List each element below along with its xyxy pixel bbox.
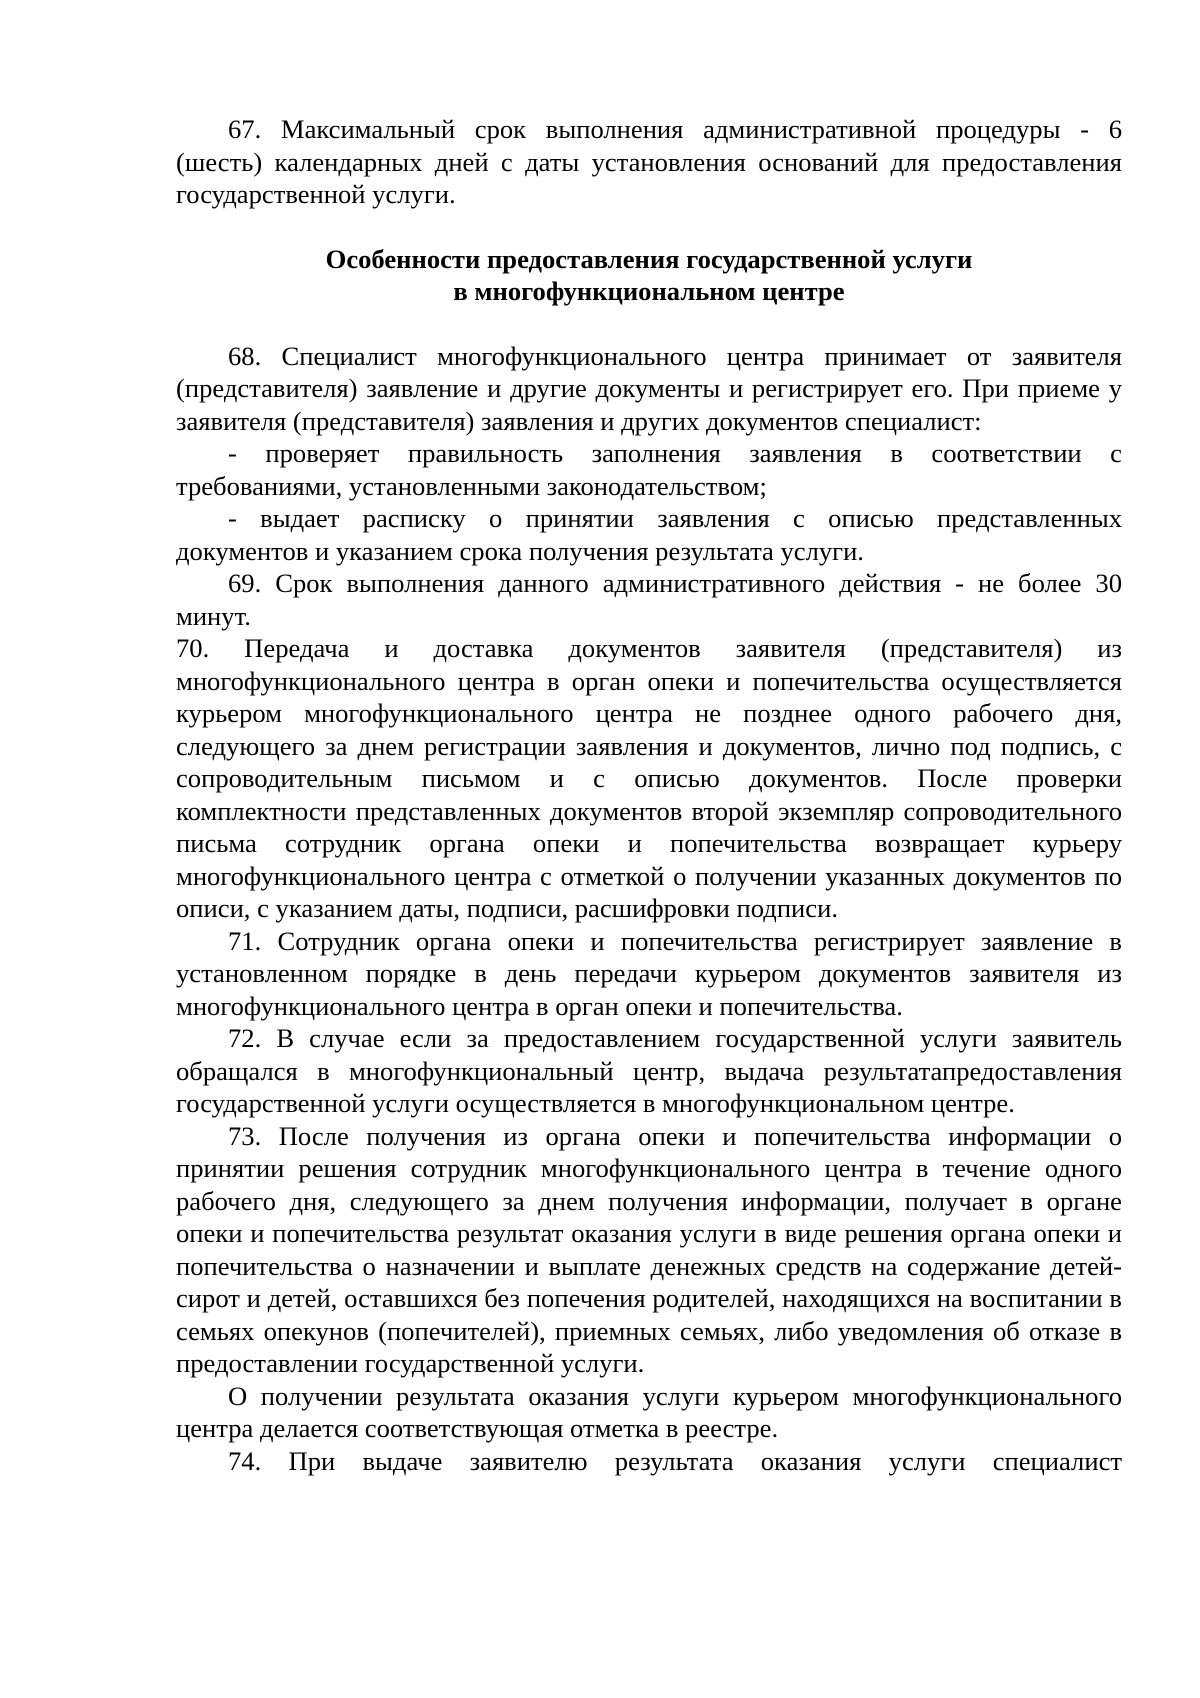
section-heading-line-1: Особенности предоставления государственной услуги [325,243,973,274]
paragraph-74: 74. При выдаче заявителю результата оказания услуги специалист [228,1445,1122,1476]
paragraph-68-item-1: - проверяет правильность заполнения заявления в соответствии с требованиями, установленными законодательством; [176,438,1122,501]
paragraph-73: 73. После получения из органа опеки и попечительства информации о принятии решения сотрудник многофункционального центра в течение одного рабочего дня, следующего за днем получения информации, получает в органе опеки и попечительства результат оказания услуги в виде решения органа опеки и попечительства о назначении и выплате денежных средств на содержание детей-сирот и детей, оставшихся без попечения родителей, находящихся на воспитании в семьях опекунов (попечителей), приемных семьях, либо уведомления об отказе в предоставлении государственной услуги. [176,1120,1122,1378]
paragraph-69: 69. Срок выполнения данного административного действия - не более 30 минут. [176,568,1122,631]
paragraph-70: 70. Передача и доставка документов заявителя (представителя) из многофункционального центра в орган опеки и попечительства осуществляется курьером многофункционального центра не позднее одного рабочего дня, следующего за днем регистрации заявления и документов, лично под подпись, с сопроводительным письмом и с описью документов. После проверки комплектности представленных документов второй экземпляр сопроводительного письма сотрудник органа опеки и попечительства возвращает курьеру многофункционального центра с отметкой о получении указанных документов по описи, с указанием даты, подписи, расшифровки подписи. [176,633,1122,923]
paragraph-73-note: О получении результата оказания услуги курьером многофункционального центра делается соответствующая отметка в реестре. [176,1380,1122,1443]
paragraph-72: 72. В случае если за предоставлением государственной услуги заявитель обращался в многофункциональный центр, выдача результатапредоставления государственной услуги осуществляется в многофункциональном центре. [176,1023,1122,1118]
section-heading-line-2: в многофункциональном центре [453,276,845,306]
paragraph-67: 67. Максимальный срок выполнения административной процедуры - 6 (шесть) календарных дней с даты установления оснований для предоставления государственной услуги. [176,114,1122,209]
section-heading [176,243,1122,308]
paragraph-68: 68. Специалист многофункционального центра принимает от заявителя (представителя) заявление и другие документы и регистрирует его. При приеме у заявителя (представителя) заявления и других документов специалист: [176,340,1122,436]
paragraph-68-item-2: - выдает расписку о принятии заявления с описью представленных документов и указанием срока получения результата услуги. [176,503,1122,566]
paragraph-71: 71. Сотрудник органа опеки и попечительства регистрирует заявление в установленном порядке в день передачи курьером документов заявителя из многофункционального центра в орган опеки и попечительства. [176,925,1122,1021]
document-page [176,113,1122,1477]
